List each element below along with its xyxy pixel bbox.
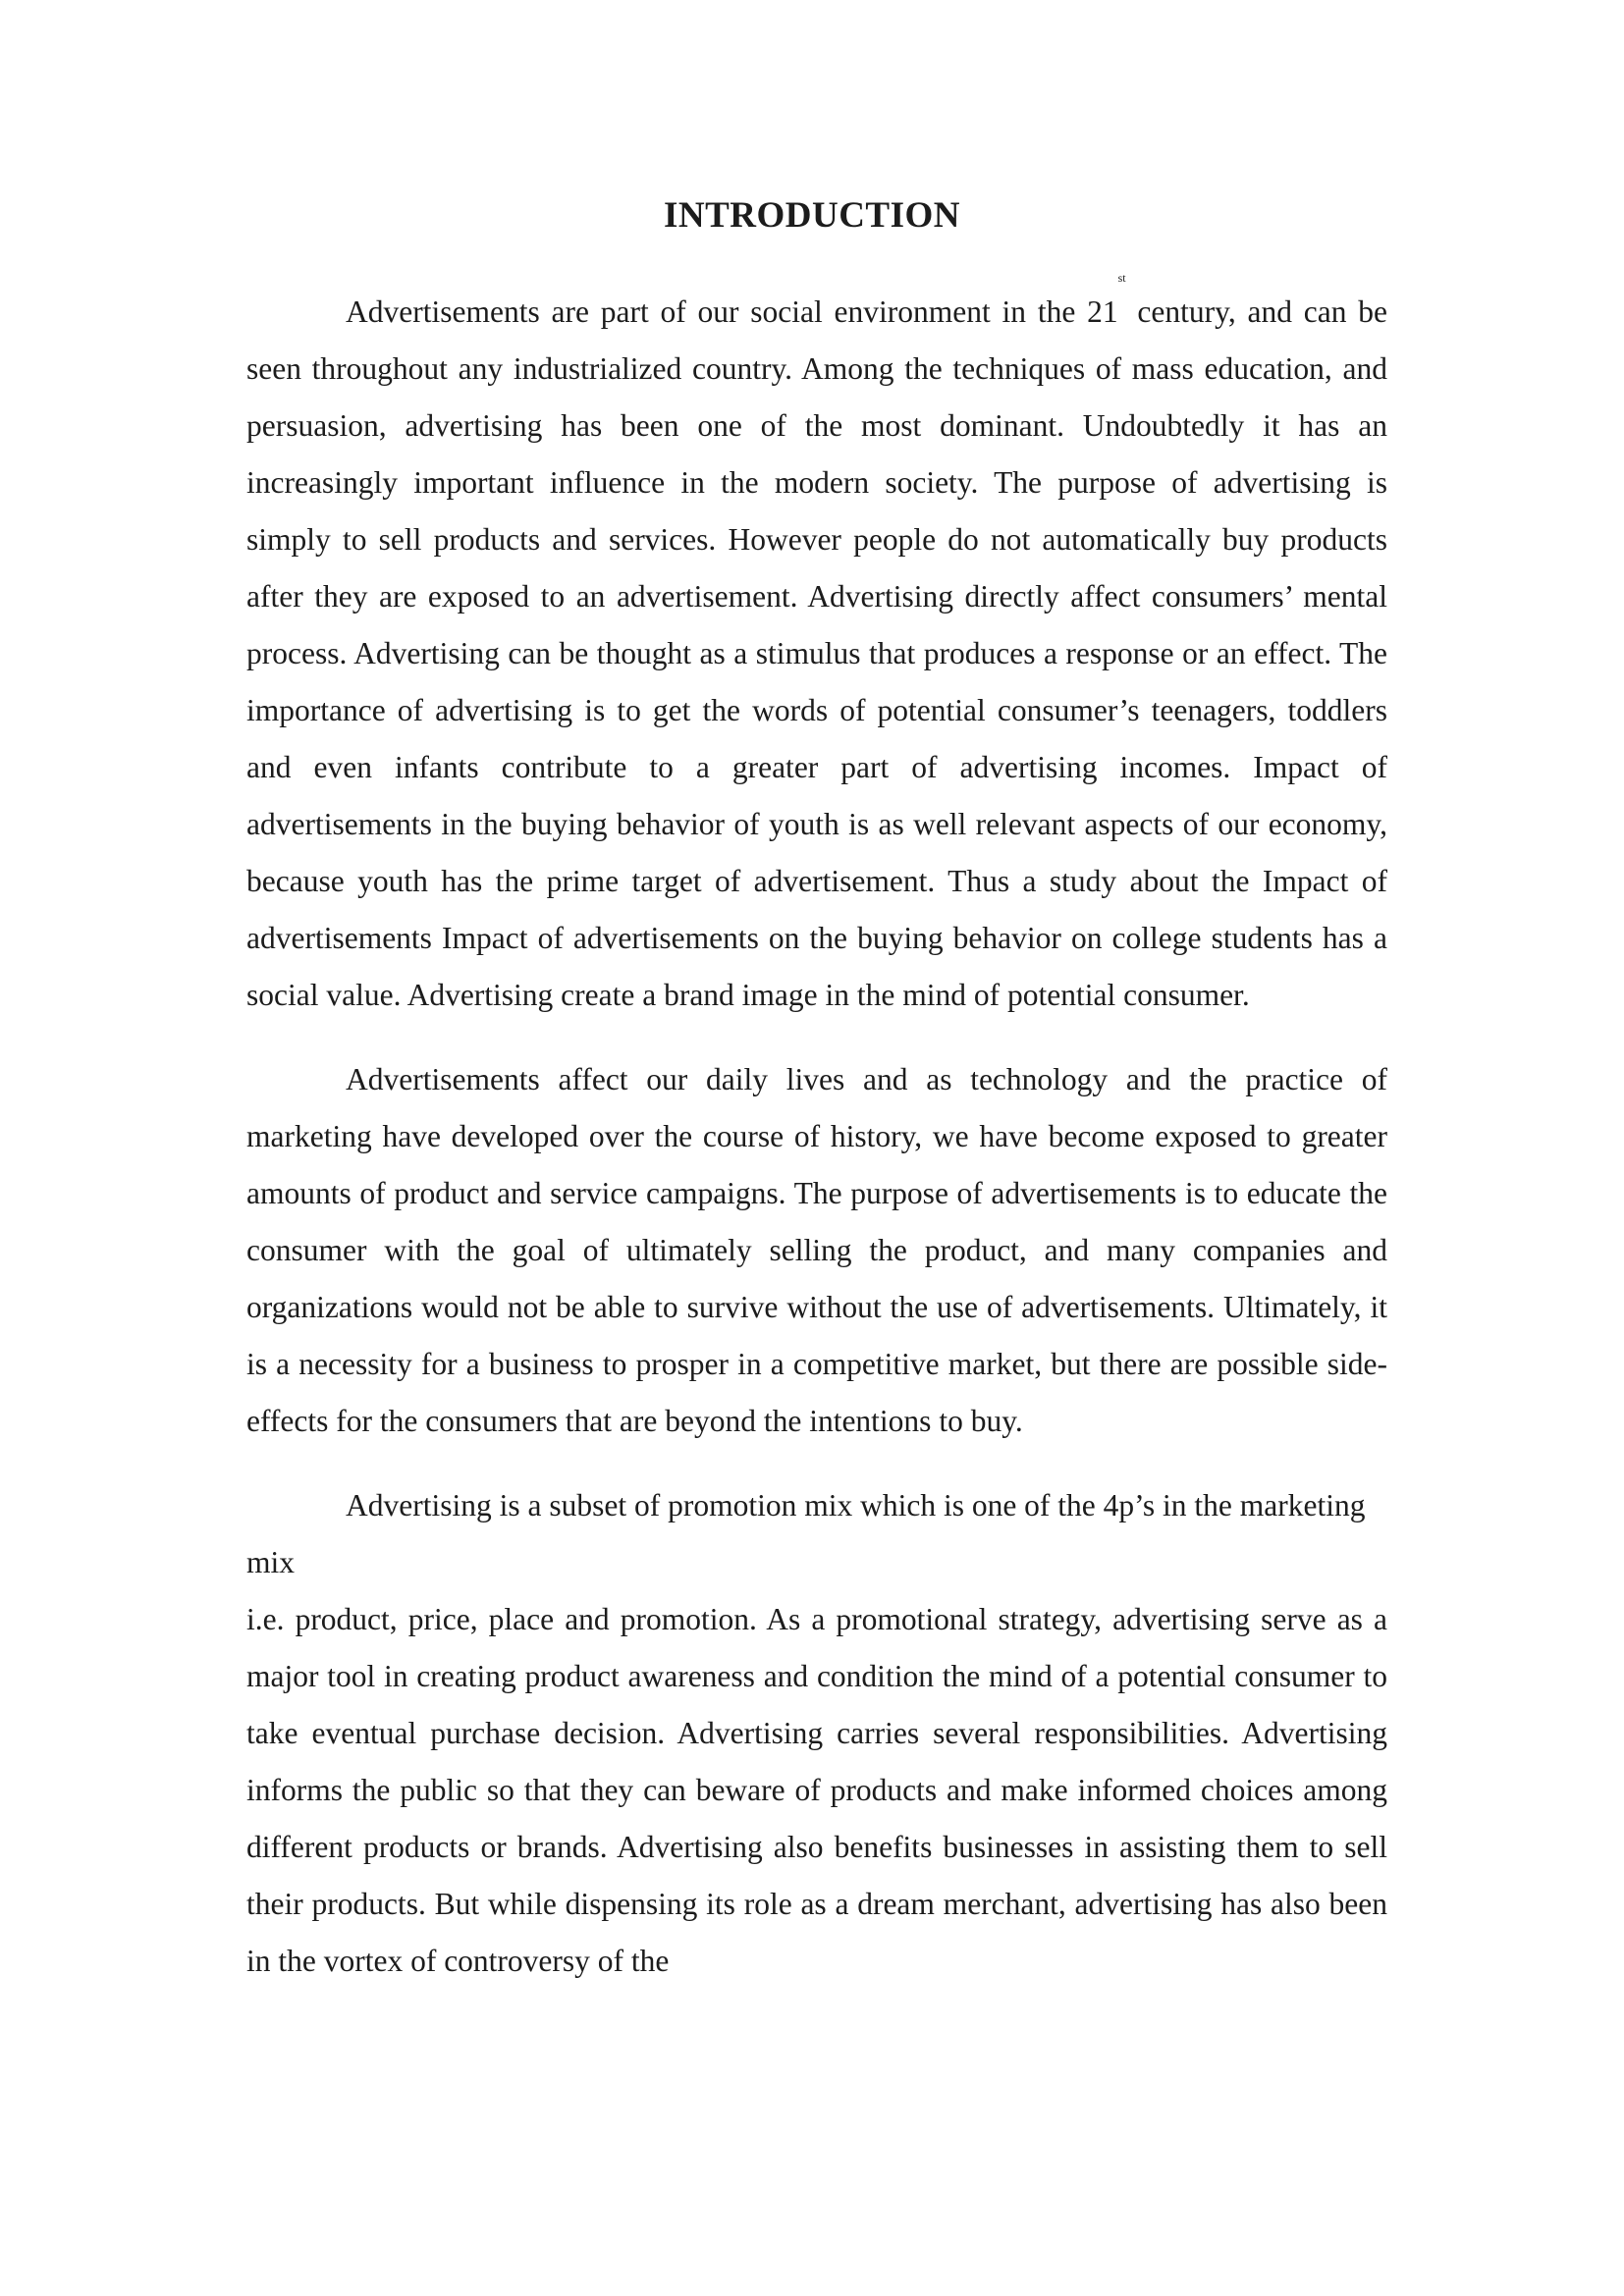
ordinal-superscript: st — [1117, 271, 1126, 285]
paragraph-4: i.e. product, price, place and promotion. As a promotional strategy, advertising serve as a major tool in creating product awareness and condition the mind of a potential consumer to take eventual purchase decision. Advertising carries several responsibilities. Advertising informs the public so that they can beware of products and make informed choices among different products or brands. Advertising also benefits businesses in assisting them to sell their products. But while dispensing its role as a dream merchant, advertising has also been in the vortex of controversy of the — [246, 1602, 1387, 1978]
body-text — [246, 271, 1387, 2017]
paragraph-1-text-start: Advertisements are part of our social environment in the 21 — [346, 294, 1118, 329]
paragraph-3: Advertising is a subset of promotion mix which is one of the 4p’s in the marketing mix — [246, 1488, 1366, 1579]
paragraph-1 — [246, 271, 1387, 1024]
paragraph-1-text-end: century, and can be seen throughout any industrialized country. Among the techniques of mass education, and persuasion, advertising has been one of the most dominant. Undoubtedly it has an increasingly important influence in the modern society. The purpose of advertising is simply to sell products and services. However people do not automatically buy products after they are exposed to an advertisement. Advertising directly affect consumers’ mental process. Advertising can be thought as a stimulus that produces a response or an effect. The importance of advertising is to get the words of potential consumer’s teenagers, toddlers and even infants contribute to a greater part of advertising incomes. Impact of advertisements in the buying behavior of youth is as well relevant aspects of our economy, because youth has the prime target of advertisement. Thus a study about the Impact of advertisements Impact of advertisements on the buying behavior on college students has a social value. Advertising create a brand image in the mind of potential consumer. — [246, 294, 1387, 1012]
page-title: INTRODUCTION — [663, 195, 961, 236]
paragraph-2: Advertisements affect our daily lives and as technology and the practice of marketing have developed over the course of history, we have become exposed to greater amounts of product and service campaigns. The purpose of advertisements is to educate the consumer with the goal of ultimately selling the product, and many companies and organizations would not be able to survive without the use of advertisements. Ultimately, it is a necessity for a business to prosper in a competitive market, but there are possible side-effects for the consumers that are beyond the intentions to buy. — [246, 1062, 1387, 1438]
